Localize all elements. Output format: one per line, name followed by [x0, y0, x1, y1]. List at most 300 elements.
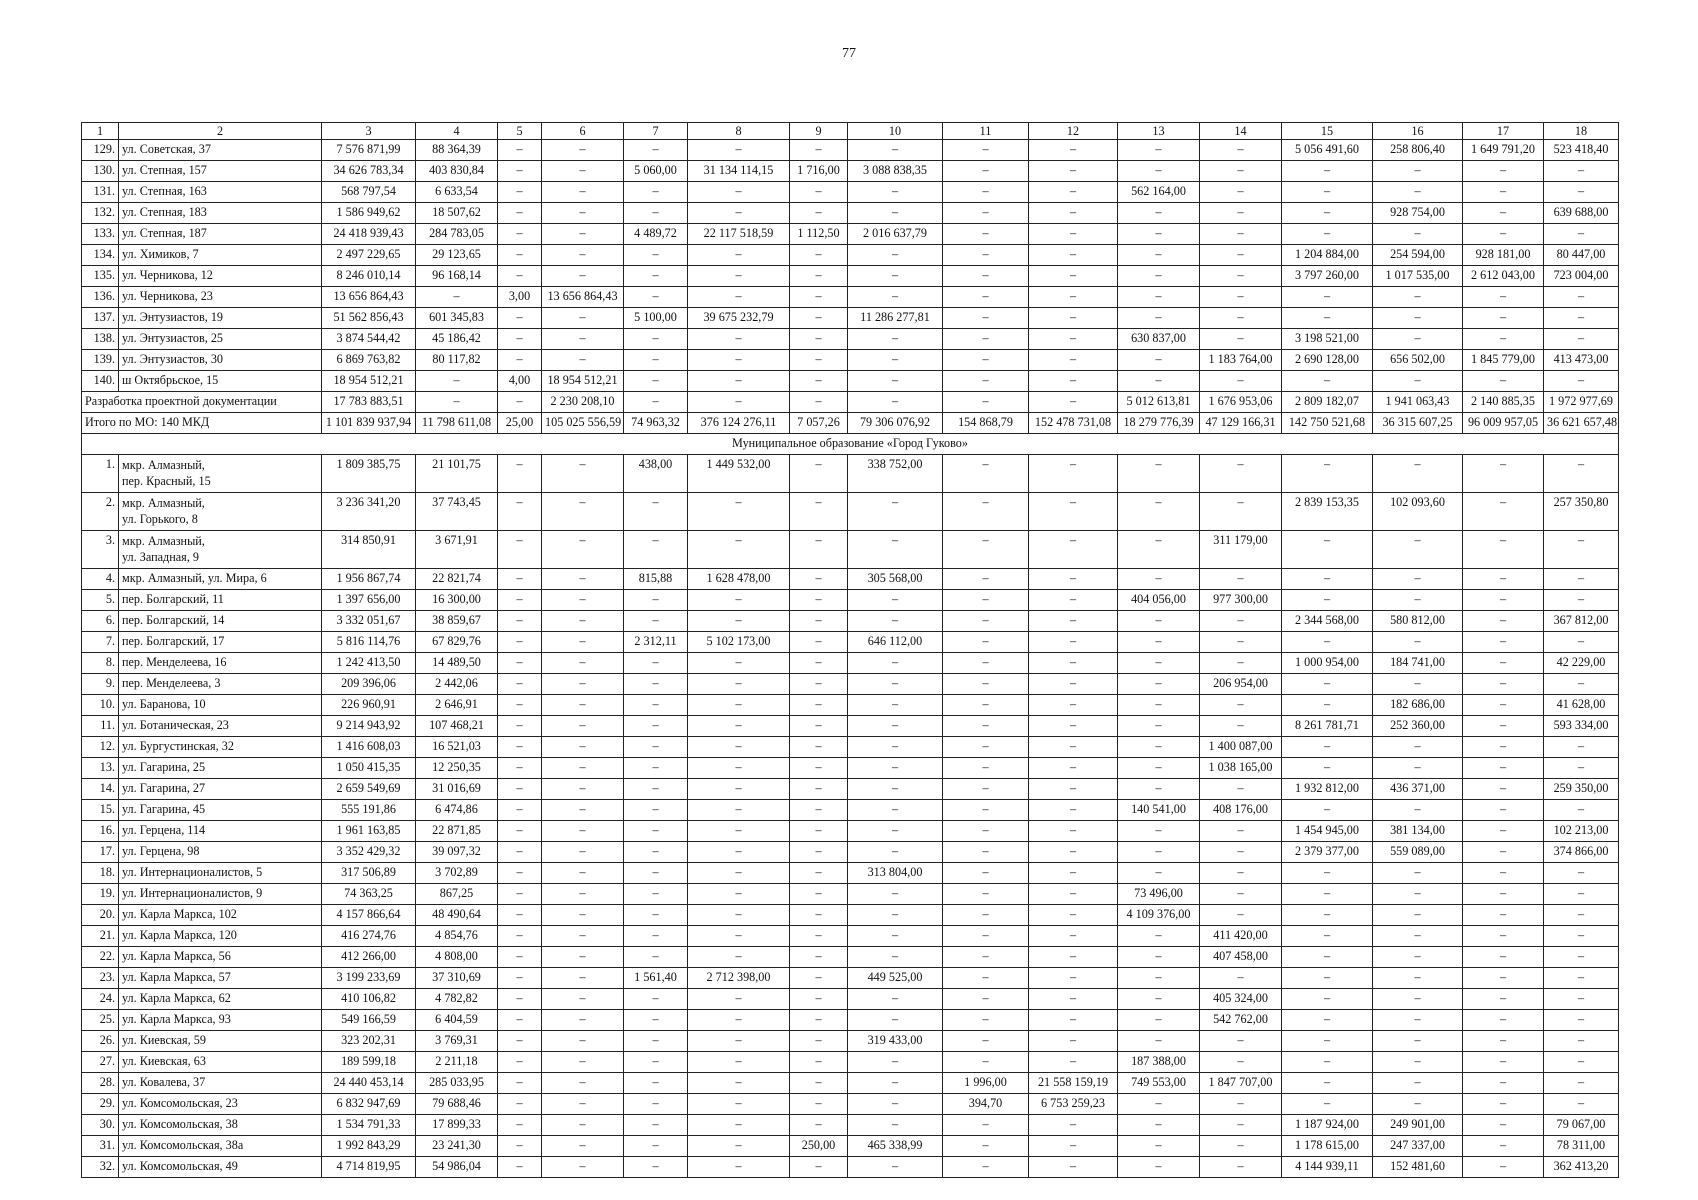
table-row: [82, 590, 1619, 611]
value-cell: –: [1463, 182, 1544, 203]
table-row: [82, 821, 1619, 842]
value-cell: 1 586 949,62: [322, 203, 416, 224]
address-line: ул. Степная, 163: [122, 184, 207, 198]
value-cell: –: [943, 884, 1029, 905]
value-cell: –: [688, 863, 790, 884]
address-cell: [119, 203, 322, 224]
value-cell: 79 688,46: [416, 1094, 498, 1115]
value-cell: 152 478 731,08: [1029, 413, 1118, 434]
value-cell: –: [790, 800, 848, 821]
value-cell: –: [542, 779, 624, 800]
value-cell: 206 954,00: [1200, 674, 1282, 695]
value-cell: –: [1029, 926, 1118, 947]
value-cell: 13 656 864,43: [322, 287, 416, 308]
value-cell: –: [1282, 182, 1373, 203]
value-cell: 54 986,04: [416, 1157, 498, 1178]
value-cell: –: [1373, 674, 1463, 695]
table-row: [82, 863, 1619, 884]
value-cell: –: [1029, 779, 1118, 800]
value-cell: –: [943, 1010, 1029, 1031]
address-cell: [119, 842, 322, 863]
address-cell: [119, 1031, 322, 1052]
value-cell: 1 187 924,00: [1282, 1115, 1373, 1136]
value-cell: –: [943, 926, 1029, 947]
value-cell: –: [1463, 674, 1544, 695]
table-row: [82, 716, 1619, 737]
value-cell: –: [1463, 653, 1544, 674]
project-docs-row-label: Разработка проектной документации: [82, 392, 322, 413]
value-cell: –: [1373, 884, 1463, 905]
value-cell: 2 230 208,10: [542, 392, 624, 413]
row-number-cell: 23.: [82, 968, 119, 989]
value-cell: –: [542, 947, 624, 968]
value-cell: –: [624, 140, 688, 161]
value-cell: –: [624, 329, 688, 350]
row-number-cell: 12.: [82, 737, 119, 758]
value-cell: –: [790, 203, 848, 224]
value-cell: –: [542, 266, 624, 287]
row-number-cell: 19.: [82, 884, 119, 905]
value-cell: –: [1029, 1157, 1118, 1178]
value-cell: –: [498, 245, 542, 266]
value-cell: –: [688, 590, 790, 611]
value-cell: 18 954 512,21: [542, 371, 624, 392]
value-cell: –: [624, 926, 688, 947]
value-cell: –: [688, 1157, 790, 1178]
value-cell: 404 056,00: [1118, 590, 1200, 611]
value-cell: –: [1373, 455, 1463, 493]
value-cell: –: [1118, 695, 1200, 716]
value-cell: –: [1373, 224, 1463, 245]
value-cell: –: [542, 800, 624, 821]
value-cell: 3 874 544,42: [322, 329, 416, 350]
value-cell: –: [542, 674, 624, 695]
value-cell: 51 562 856,43: [322, 308, 416, 329]
value-cell: –: [498, 968, 542, 989]
value-cell: –: [943, 531, 1029, 569]
value-cell: –: [848, 695, 943, 716]
table-row: [82, 182, 1619, 203]
value-cell: –: [1463, 371, 1544, 392]
value-cell: 1 101 839 937,94: [322, 413, 416, 434]
address-cell: [119, 1094, 322, 1115]
value-cell: –: [1200, 266, 1282, 287]
column-number-cell: 12: [1029, 123, 1118, 140]
value-cell: –: [1544, 989, 1619, 1010]
value-cell: –: [1373, 161, 1463, 182]
value-cell: –: [542, 1115, 624, 1136]
address-line: ш Октябрьское, 15: [122, 373, 219, 387]
value-cell: –: [1029, 245, 1118, 266]
table-row: [82, 1073, 1619, 1094]
table-row: [82, 884, 1619, 905]
value-cell: –: [688, 695, 790, 716]
value-cell: 2 690 128,00: [1282, 350, 1373, 371]
value-cell: –: [542, 1136, 624, 1157]
value-cell: –: [790, 947, 848, 968]
value-cell: –: [943, 308, 1029, 329]
value-cell: –: [1463, 1136, 1544, 1157]
value-cell: 601 345,83: [416, 308, 498, 329]
value-cell: 39 675 232,79: [688, 308, 790, 329]
value-cell: 140 541,00: [1118, 800, 1200, 821]
value-cell: 4 489,72: [624, 224, 688, 245]
value-cell: 38 859,67: [416, 611, 498, 632]
value-cell: –: [688, 329, 790, 350]
value-cell: –: [1282, 569, 1373, 590]
address-cell: [119, 947, 322, 968]
value-cell: –: [1200, 842, 1282, 863]
address-cell: [119, 926, 322, 947]
value-cell: 42 229,00: [1544, 653, 1619, 674]
value-cell: –: [1200, 716, 1282, 737]
address-cell: [119, 266, 322, 287]
value-cell: 928 754,00: [1373, 203, 1463, 224]
value-cell: 34 626 783,34: [322, 161, 416, 182]
row-number-cell: 134.: [82, 245, 119, 266]
value-cell: 105 025 556,59: [542, 413, 624, 434]
value-cell: –: [1029, 1115, 1118, 1136]
value-cell: –: [1118, 968, 1200, 989]
value-cell: –: [498, 1115, 542, 1136]
value-cell: 107 468,21: [416, 716, 498, 737]
table-row: [82, 947, 1619, 968]
value-cell: 1 017 535,00: [1373, 266, 1463, 287]
value-cell: –: [1463, 758, 1544, 779]
value-cell: –: [688, 266, 790, 287]
value-cell: –: [542, 245, 624, 266]
value-cell: –: [1544, 884, 1619, 905]
value-cell: –: [416, 392, 498, 413]
value-cell: –: [688, 674, 790, 695]
address-cell: [119, 737, 322, 758]
value-cell: –: [790, 695, 848, 716]
value-cell: 319 433,00: [848, 1031, 943, 1052]
value-cell: 5 102 173,00: [688, 632, 790, 653]
value-cell: 48 490,64: [416, 905, 498, 926]
address-line: ул. Карла Маркса, 102: [122, 907, 237, 921]
value-cell: 8 246 010,14: [322, 266, 416, 287]
value-cell: 4 714 819,95: [322, 1157, 416, 1178]
value-cell: –: [688, 737, 790, 758]
value-cell: 39 097,32: [416, 842, 498, 863]
row-number-cell: 30.: [82, 1115, 119, 1136]
value-cell: –: [848, 926, 943, 947]
value-cell: –: [542, 653, 624, 674]
value-cell: 285 033,95: [416, 1073, 498, 1094]
value-cell: –: [688, 371, 790, 392]
value-cell: –: [848, 884, 943, 905]
value-cell: 311 179,00: [1200, 531, 1282, 569]
address-cell: [119, 632, 322, 653]
value-cell: –: [1544, 737, 1619, 758]
value-cell: –: [1029, 1052, 1118, 1073]
address-cell: [119, 590, 322, 611]
value-cell: 21 558 159,19: [1029, 1073, 1118, 1094]
value-cell: 314 850,91: [322, 531, 416, 569]
address-cell: [119, 674, 322, 695]
column-number-cell: 7: [624, 123, 688, 140]
value-cell: –: [1200, 224, 1282, 245]
value-cell: –: [498, 758, 542, 779]
value-cell: –: [688, 203, 790, 224]
value-cell: –: [542, 140, 624, 161]
value-cell: –: [1463, 800, 1544, 821]
value-cell: –: [790, 758, 848, 779]
value-cell: –: [848, 653, 943, 674]
address-cell: [119, 350, 322, 371]
table-row: [82, 161, 1619, 182]
value-cell: –: [542, 569, 624, 590]
value-cell: –: [1282, 531, 1373, 569]
table-row: [82, 989, 1619, 1010]
value-cell: –: [498, 947, 542, 968]
value-cell: –: [624, 800, 688, 821]
value-cell: –: [1373, 1010, 1463, 1031]
value-cell: –: [1373, 182, 1463, 203]
value-cell: 1 992 843,29: [322, 1136, 416, 1157]
row-number-cell: 2.: [82, 493, 119, 531]
value-cell: –: [790, 716, 848, 737]
value-cell: –: [1463, 821, 1544, 842]
value-cell: 2 839 153,35: [1282, 493, 1373, 531]
address-cell: [119, 1115, 322, 1136]
value-cell: 17 783 883,51: [322, 392, 416, 413]
value-cell: –: [498, 1157, 542, 1178]
value-cell: –: [1029, 266, 1118, 287]
value-cell: –: [688, 800, 790, 821]
value-cell: –: [1118, 287, 1200, 308]
address-line: мкр. Алмазный,: [122, 496, 205, 510]
row-number-cell: 136.: [82, 287, 119, 308]
value-cell: 542 762,00: [1200, 1010, 1282, 1031]
address-cell: [119, 224, 322, 245]
row-number-cell: 7.: [82, 632, 119, 653]
value-cell: –: [624, 1031, 688, 1052]
row-number-cell: 131.: [82, 182, 119, 203]
value-cell: –: [848, 821, 943, 842]
value-cell: 1 845 779,00: [1463, 350, 1544, 371]
value-cell: –: [542, 1010, 624, 1031]
value-cell: –: [1200, 1157, 1282, 1178]
value-cell: –: [1118, 1115, 1200, 1136]
value-cell: –: [1200, 161, 1282, 182]
value-cell: –: [624, 758, 688, 779]
value-cell: 2 442,06: [416, 674, 498, 695]
value-cell: 1 561,40: [624, 968, 688, 989]
value-cell: –: [498, 1094, 542, 1115]
address-line: ул. Карла Маркса, 62: [122, 991, 231, 1005]
value-cell: 96 168,14: [416, 266, 498, 287]
value-cell: –: [1200, 632, 1282, 653]
value-cell: –: [688, 1073, 790, 1094]
value-cell: –: [542, 611, 624, 632]
value-cell: 47 129 166,31: [1200, 413, 1282, 434]
value-cell: –: [1029, 884, 1118, 905]
value-cell: –: [1118, 674, 1200, 695]
value-cell: –: [1544, 371, 1619, 392]
address-line: ул. Киевская, 59: [122, 1033, 206, 1047]
address-cell: [119, 287, 322, 308]
value-cell: 413 473,00: [1544, 350, 1619, 371]
value-cell: –: [1373, 926, 1463, 947]
value-cell: 410 106,82: [322, 989, 416, 1010]
value-cell: –: [1463, 926, 1544, 947]
value-cell: 80 117,82: [416, 350, 498, 371]
value-cell: –: [1118, 632, 1200, 653]
value-cell: –: [1463, 737, 1544, 758]
value-cell: –: [943, 203, 1029, 224]
value-cell: 723 004,00: [1544, 266, 1619, 287]
value-cell: –: [848, 947, 943, 968]
value-cell: 2 659 549,69: [322, 779, 416, 800]
value-cell: –: [1118, 266, 1200, 287]
value-cell: –: [790, 266, 848, 287]
table-row: [82, 1010, 1619, 1031]
value-cell: –: [1118, 842, 1200, 863]
table-row: [82, 455, 1619, 493]
value-cell: 18 954 512,21: [322, 371, 416, 392]
value-cell: –: [848, 779, 943, 800]
row-number-cell: 137.: [82, 308, 119, 329]
value-cell: –: [688, 884, 790, 905]
row-number-cell: 138.: [82, 329, 119, 350]
value-cell: –: [790, 632, 848, 653]
value-cell: –: [1282, 800, 1373, 821]
value-cell: –: [542, 224, 624, 245]
value-cell: –: [1544, 968, 1619, 989]
value-cell: –: [1544, 800, 1619, 821]
value-cell: –: [688, 245, 790, 266]
table-row: [82, 140, 1619, 161]
table-row: [82, 493, 1619, 531]
table-row: [82, 224, 1619, 245]
value-cell: 408 176,00: [1200, 800, 1282, 821]
value-cell: –: [1118, 1136, 1200, 1157]
value-cell: –: [688, 947, 790, 968]
value-cell: –: [1118, 737, 1200, 758]
value-cell: 6 474,86: [416, 800, 498, 821]
value-cell: 1 996,00: [943, 1073, 1029, 1094]
value-cell: –: [1463, 1073, 1544, 1094]
value-cell: –: [542, 308, 624, 329]
row-number-cell: 132.: [82, 203, 119, 224]
value-cell: 7 057,26: [790, 413, 848, 434]
value-cell: –: [542, 1031, 624, 1052]
value-cell: –: [542, 1073, 624, 1094]
value-cell: 37 310,69: [416, 968, 498, 989]
value-cell: –: [498, 266, 542, 287]
value-cell: –: [790, 140, 848, 161]
value-cell: 142 750 521,68: [1282, 413, 1373, 434]
value-cell: –: [1373, 737, 1463, 758]
value-cell: –: [848, 245, 943, 266]
address-cell: [119, 779, 322, 800]
value-cell: –: [1118, 716, 1200, 737]
row-number-cell: 1.: [82, 455, 119, 493]
value-cell: –: [1544, 1094, 1619, 1115]
value-cell: 4 782,82: [416, 989, 498, 1010]
address-cell: [119, 1073, 322, 1094]
value-cell: 749 553,00: [1118, 1073, 1200, 1094]
value-cell: –: [542, 161, 624, 182]
value-cell: –: [542, 695, 624, 716]
value-cell: –: [498, 800, 542, 821]
value-cell: –: [943, 737, 1029, 758]
row-number-cell: 28.: [82, 1073, 119, 1094]
row-number-cell: 5.: [82, 590, 119, 611]
value-cell: –: [790, 1115, 848, 1136]
value-cell: –: [1029, 1031, 1118, 1052]
value-cell: –: [1463, 455, 1544, 493]
value-cell: 4 144 939,11: [1282, 1157, 1373, 1178]
value-cell: –: [624, 716, 688, 737]
value-cell: –: [1373, 287, 1463, 308]
row-number-cell: 15.: [82, 800, 119, 821]
value-cell: –: [1463, 695, 1544, 716]
table-row: [82, 371, 1619, 392]
address-line: ул. Черникова, 23: [122, 289, 213, 303]
address-cell: [119, 863, 322, 884]
column-number-cell: 2: [119, 123, 322, 140]
value-cell: –: [790, 821, 848, 842]
address-line: ул. Гагарина, 27: [122, 781, 206, 795]
value-cell: –: [688, 821, 790, 842]
value-cell: –: [943, 1157, 1029, 1178]
address-line: ул. Комсомольская, 38: [122, 1117, 238, 1131]
value-cell: 338 752,00: [848, 455, 943, 493]
value-cell: 22 117 518,59: [688, 224, 790, 245]
value-cell: –: [790, 493, 848, 531]
value-cell: –: [498, 884, 542, 905]
value-cell: –: [542, 863, 624, 884]
table-row: [82, 926, 1619, 947]
value-cell: –: [624, 947, 688, 968]
address-line: пер. Менделеева, 16: [122, 655, 227, 669]
value-cell: –: [1544, 863, 1619, 884]
value-cell: –: [498, 140, 542, 161]
value-cell: –: [1463, 779, 1544, 800]
value-cell: 16 300,00: [416, 590, 498, 611]
row-number-cell: 9.: [82, 674, 119, 695]
address-line: ул. Герцена, 114: [122, 823, 206, 837]
value-cell: –: [1373, 1094, 1463, 1115]
value-cell: –: [542, 590, 624, 611]
value-cell: 656 502,00: [1373, 350, 1463, 371]
row-number-cell: 17.: [82, 842, 119, 863]
column-number-cell: 3: [322, 123, 416, 140]
value-cell: –: [498, 779, 542, 800]
value-cell: –: [1029, 392, 1118, 413]
value-cell: –: [624, 531, 688, 569]
value-cell: –: [1200, 1136, 1282, 1157]
value-cell: 2 809 182,07: [1282, 392, 1373, 413]
value-cell: 17 899,33: [416, 1115, 498, 1136]
value-cell: –: [624, 1010, 688, 1031]
value-cell: 523 418,40: [1544, 140, 1619, 161]
address-line: ул. Энтузиастов, 25: [122, 331, 224, 345]
address-cell: [119, 531, 322, 569]
value-cell: –: [1544, 455, 1619, 493]
address-line: ул. Химиков, 7: [122, 247, 199, 261]
value-cell: 3 199 233,69: [322, 968, 416, 989]
value-cell: –: [624, 821, 688, 842]
value-cell: –: [790, 926, 848, 947]
value-cell: –: [1029, 905, 1118, 926]
value-cell: –: [943, 287, 1029, 308]
value-cell: –: [1200, 182, 1282, 203]
value-cell: –: [1029, 308, 1118, 329]
